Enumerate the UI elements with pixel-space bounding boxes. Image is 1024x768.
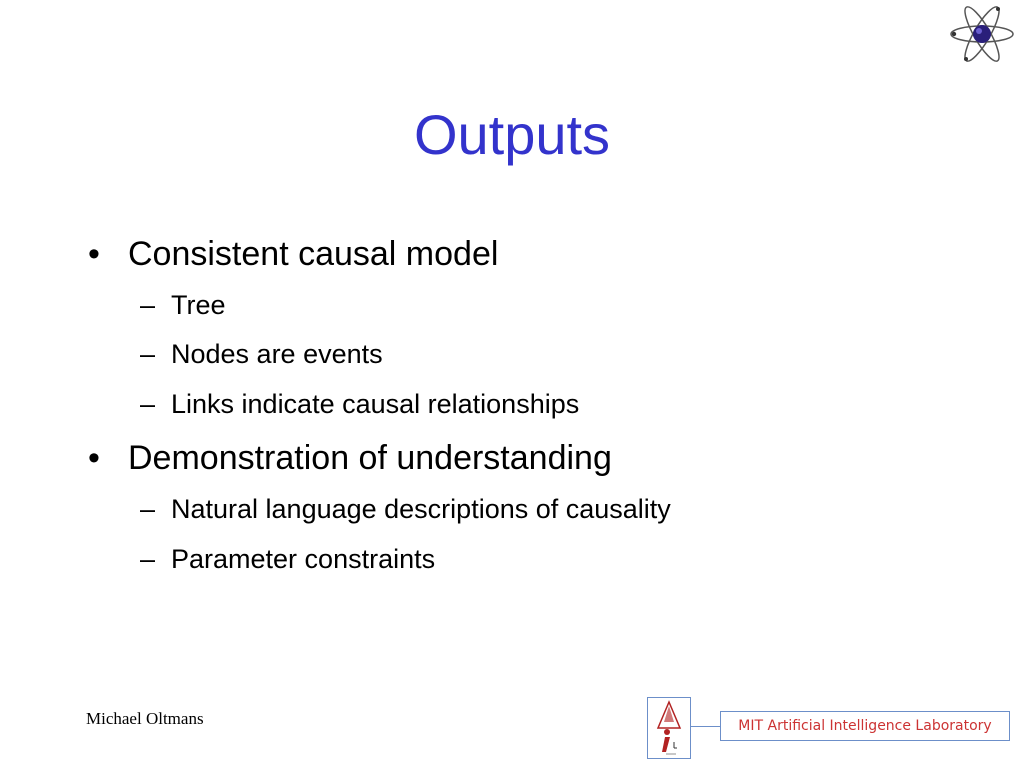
sub-text: Parameter constraints — [171, 544, 436, 574]
sub-text: Natural language descriptions of causality — [171, 494, 671, 524]
sub-item — [140, 492, 671, 526]
footer-author: Michael Oltmans — [86, 709, 204, 728]
bullet-marker: • — [88, 235, 100, 273]
sub-text: Tree — [171, 290, 226, 320]
bullet-item — [88, 438, 612, 478]
footer-connector-line — [690, 726, 720, 727]
sub-marker: – — [140, 544, 156, 574]
bullet-text: Consistent causal model — [128, 235, 499, 273]
sub-marker: – — [140, 290, 156, 320]
ai-lab-logo-icon — [647, 697, 691, 759]
sub-item — [140, 337, 383, 371]
bullet-marker: • — [88, 439, 100, 477]
sub-marker: – — [140, 339, 156, 369]
sub-item — [140, 288, 226, 322]
sub-item — [140, 387, 579, 421]
bullet-text: Demonstration of understanding — [128, 439, 612, 477]
sub-marker: – — [140, 389, 156, 419]
sub-text: Nodes are events — [171, 339, 383, 369]
sub-item — [140, 542, 435, 576]
lab-name-box: MIT Artificial Intelligence Laboratory — [720, 711, 1010, 741]
sub-marker: – — [140, 494, 156, 524]
sub-text: Links indicate causal relationships — [171, 389, 580, 419]
bullet-item — [88, 234, 498, 274]
slide-title: Outputs — [413, 103, 611, 166]
